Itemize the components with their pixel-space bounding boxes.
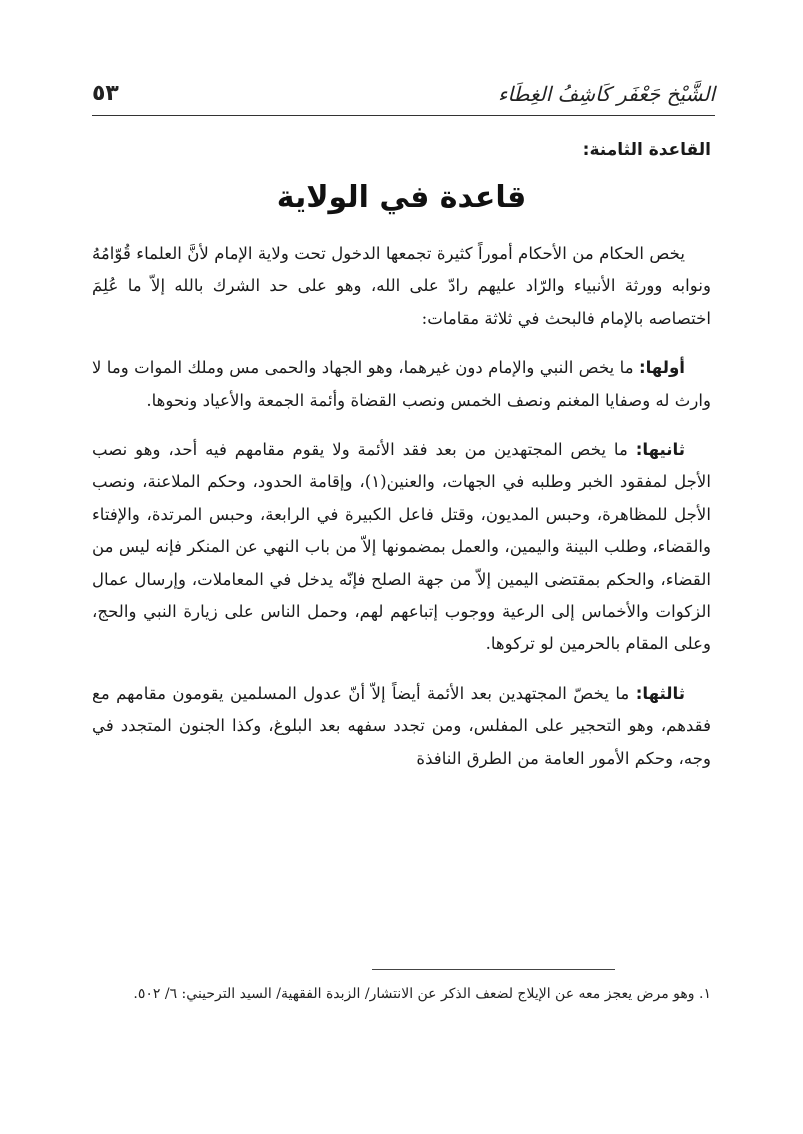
paragraph-second-text: ما يخص المجتهدين من بعد فقد الأئمة ولا يقوم مقامهم فيه أحد، وهو نصب الأجل لمفقود الخبر وطلبه في الجهات، والعنين(١)، وإقامة الحدود، وحكم الملاعنة، ونصب الأجل للمظاهرة، وحبس المديون، وقتل فاعل الكبيرة في الرابعة، وحبس المرتدة، والإفتاء والقضاء، وطلب البينة واليمين، والعمل بمضمونها إلاّ من باب النهي عن المنكر فإنه ليس من القضاء، والحكم بمقتضى اليمين إلاّ من جهة الصلح فإنّه يدخل في المعاملات، وإرسال عمال الزكوات والأخماس إلى الرعية ووجوب إتباعهم لهم، وحمل الناس على زيارة النبي والحج، وعلى المقام بالحرمين لو تركوها. (92, 440, 712, 654)
page-number: ٥٣ (92, 81, 119, 106)
footnote-rule (372, 969, 615, 970)
header-rule (92, 115, 715, 116)
paragraph-third-lead: ثالثها: (635, 683, 685, 703)
paragraph-intro-text: يخص الحكام من الأحكام أموراً كثيرة تجمعها الدخول تحت ولاية الإمام لأنَّ العلماء قُوّامُهُ ونوابه وورثة الأنبياء والرّاد عليهم رادّ على الله، وهو على حد الشرك بالله إلاّ ما عُلِمَ اختصاصه بالإمام فالبحث في ثلاثة مقامات: (92, 244, 711, 328)
paragraph-second-lead: ثانيها: (635, 440, 685, 460)
page-title: قاعدة في الولاية (276, 180, 527, 215)
paragraph-first-text: ما يخص النبي والإمام دون غيرهما، وهو الجهاد والحمى مس وملك الموات وما لا وارث له وصفايا المغنم ونصف الخمس ونصب القضاة وأئمة الجمعة والأعياد ونحوها. (92, 358, 711, 410)
running-header (92, 78, 715, 110)
section-label: القاعدة الثامنة: (582, 140, 711, 160)
paragraph-first-lead: أولها: (638, 358, 685, 378)
paragraph-third (92, 678, 711, 775)
body-text (92, 238, 711, 792)
paragraph-second (92, 434, 711, 661)
footnote: ١. وهو مرض يعجز معه عن الإيلاج لضعف الذكر عن الانتشار/ الزبدة الفقهية/ السيد الترحيني: ٦/ ٥٠٢. (133, 986, 711, 1002)
paragraph-third-text: ما يخصّ المجتهدين بعد الأئمة أيضاً إلاّ أنّ عدول المسلمين يقومون مقامهم مع فقدهم، وهو التحجير على المفلس، ومن تجدد سفهه بعد البلوغ، وكذا الجنون المتجدد في وجه، وحكم الأمور العامة من الطرق النافذة (92, 683, 711, 768)
running-title: الشَّيْخ جَعْفَر كَاشِفُ الغِطَاء (498, 82, 715, 106)
paragraph-first (92, 352, 711, 417)
paragraph-intro (92, 238, 711, 335)
